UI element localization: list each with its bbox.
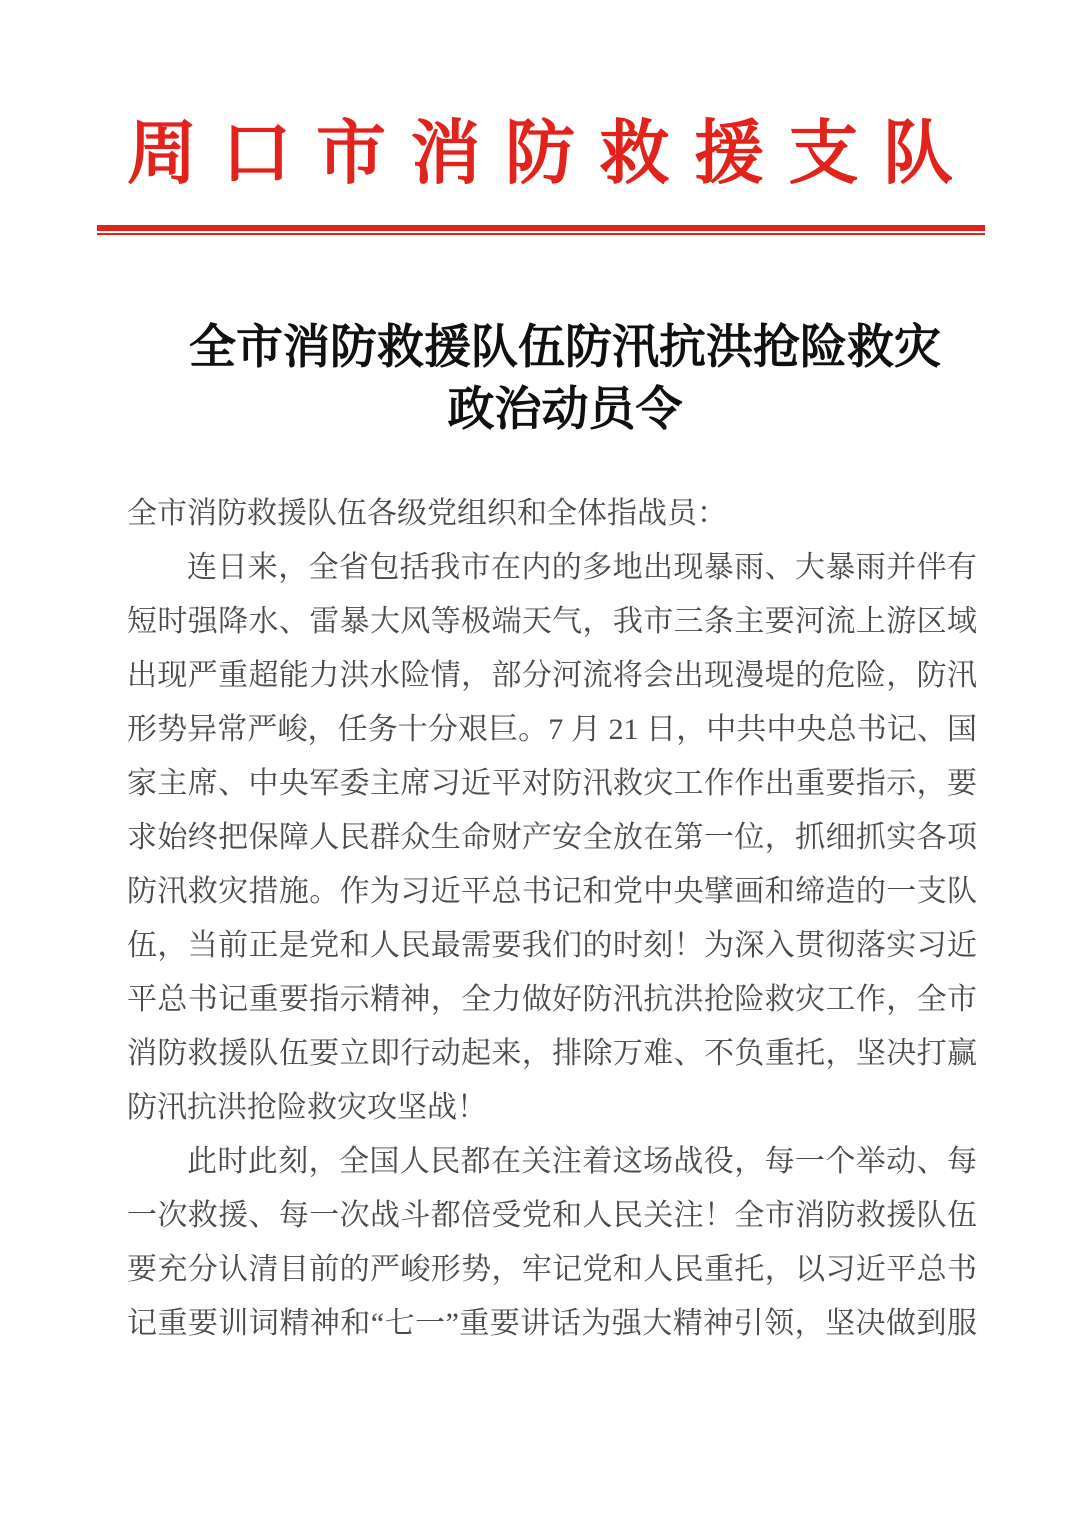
letterhead-divider: [97, 225, 985, 235]
body-line: 记重要训词精神和“七一”重要讲话为强大精神引领，坚决做到服: [127, 1307, 977, 1340]
body-line: 求始终把保障人民群众生命财产安全放在第一位，抓细抓实各项: [127, 821, 977, 854]
letterhead: [0, 0, 1080, 198]
body-line: 消防救援队伍要立即行动起来，排除万难、不负重托，坚决打赢: [127, 1037, 977, 1070]
divider-thick-rule: [97, 225, 985, 231]
paragraph-1: [127, 541, 977, 1135]
divider-thin-rule: [97, 233, 985, 235]
document-title: [25, 317, 1080, 441]
body-line: 形势异常严峻，任务十分艰巨。7 月 21 日，中共中央总书记、国: [127, 713, 977, 746]
body-line: 防汛救灾措施。作为习近平总书记和党中央擘画和缔造的一支队: [127, 875, 977, 908]
body-line: 要充分认清目前的严峻形势，牢记党和人民重托，以习近平总书: [127, 1253, 977, 1286]
body-line: 出现严重超能力洪水险情，部分河流将会出现漫堤的危险，防汛: [127, 659, 977, 692]
body-line: 此时此刻，全国人民都在关注着这场战役，每一个举动、每: [187, 1145, 977, 1178]
document-body: [0, 487, 1080, 1351]
body-line: 家主席、中央军委主席习近平对防汛救灾工作作出重要指示，要: [127, 767, 977, 800]
letterhead-org-name: 周口市消防救援支队: [127, 116, 978, 193]
document-title-line-1: 全市消防救援队伍防汛抗洪抢险救灾: [189, 322, 941, 374]
body-line: 平总书记重要指示精神，全力做好防汛抗洪抢险救灾工作，全市: [127, 983, 977, 1016]
body-line: 短时强降水、雷暴大风等极端天气，我市三条主要河流上游区域: [127, 605, 977, 638]
body-line: 一次救援、每一次战斗都倍受党和人民关注！全市消防救援队伍: [127, 1199, 977, 1232]
body-line: 防汛抗洪抢险救灾攻坚战！: [127, 1091, 487, 1124]
body-line: 连日来，全省包括我市在内的多地出现暴雨、大暴雨并伴有: [187, 551, 977, 584]
document-title-line-2: 政治动员令: [447, 384, 683, 436]
body-line: 伍，当前正是党和人民最需要我们的时刻！为深入贯彻落实习近: [127, 929, 977, 962]
salutation: 全市消防救援队伍各级党组织和全体指战员：: [127, 497, 727, 530]
paragraph-2: [127, 1135, 977, 1351]
